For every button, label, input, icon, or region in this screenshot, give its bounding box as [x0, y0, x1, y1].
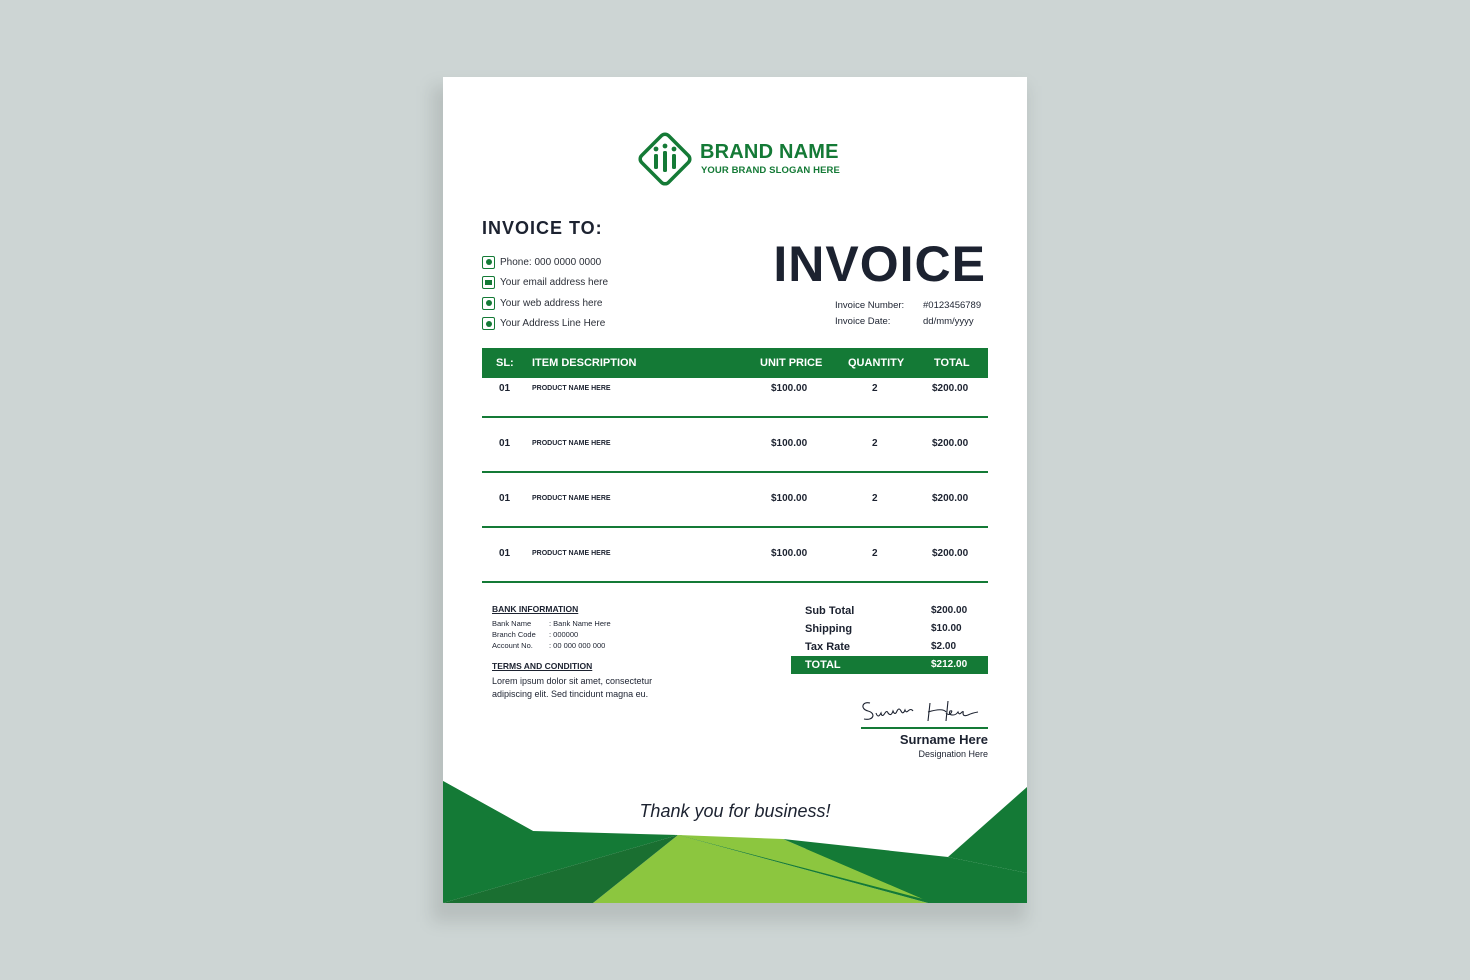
- header-quantity: QUANTITY: [848, 357, 905, 369]
- contact-web-text: Your web address here: [500, 297, 603, 309]
- row-description: PRODUCT NAME HERE: [532, 385, 611, 392]
- tax-value: $2.00: [931, 641, 957, 652]
- table-row: [482, 418, 988, 473]
- contact-address: [482, 314, 608, 335]
- table-row: [482, 528, 988, 583]
- signature-line: [861, 727, 988, 729]
- invoice-number-value: #0123456789: [923, 299, 982, 311]
- header-total: TOTAL: [934, 357, 970, 369]
- shipping-label: Shipping: [805, 623, 853, 635]
- invoice-title: INVOICE: [773, 236, 986, 292]
- table-row: [482, 363, 988, 418]
- invoice-date-value: dd/mm/yyyy: [923, 315, 974, 327]
- invoice-page: [443, 77, 1027, 903]
- row-description: PRODUCT NAME HERE: [532, 495, 611, 502]
- signature-name: Surname Here: [899, 732, 988, 747]
- account-no-value: : 00 000 000 000: [549, 641, 606, 650]
- row-unit-price: $100.00: [771, 383, 808, 394]
- phone-icon: [482, 256, 495, 269]
- subtotal-value: $200.00: [931, 605, 968, 616]
- invoice-meta: [835, 297, 981, 329]
- row-total: $200.00: [932, 438, 969, 449]
- header-description: ITEM DESCRIPTION: [532, 357, 637, 369]
- terms-title: TERMS AND CONDITION: [492, 661, 593, 671]
- terms-text: Lorem ipsum dolor sit amet, consectetur adipiscing elit. Sed tincidunt magna eu.: [492, 676, 653, 699]
- row-unit-price: $100.00: [771, 548, 808, 559]
- header-unit-price: UNIT PRICE: [760, 357, 823, 369]
- table-row: [482, 473, 988, 528]
- total-label: TOTAL: [805, 659, 841, 671]
- signature-handwriting: [858, 695, 988, 727]
- brand-slogan: YOUR BRAND SLOGAN HERE: [701, 165, 840, 176]
- row-quantity: 2: [872, 548, 878, 559]
- row-description: PRODUCT NAME HERE: [532, 550, 611, 557]
- row-quantity: 2: [872, 383, 878, 394]
- signature-designation: Designation Here: [918, 749, 988, 759]
- totals-block: [791, 602, 988, 674]
- header-sl: SL:: [496, 357, 514, 369]
- branch-code-label: Branch Code: [492, 630, 536, 639]
- row-sl: 01: [499, 493, 511, 504]
- row-total: $200.00: [932, 548, 969, 559]
- contact-email: [482, 273, 608, 294]
- invoice-number-label: Invoice Number:: [835, 299, 905, 311]
- contact-list: [482, 252, 608, 334]
- tax-label: Tax Rate: [805, 641, 851, 653]
- shipping-value: $10.00: [931, 623, 962, 634]
- grand-total-row: [791, 656, 988, 674]
- row-total: $200.00: [932, 383, 969, 394]
- email-icon: [482, 276, 495, 289]
- location-icon: [482, 317, 495, 330]
- bank-name-label: Bank Name: [492, 619, 532, 628]
- bank-name-value: : Bank Name Here: [549, 619, 611, 628]
- brand-name: BRAND NAME: [700, 141, 839, 163]
- thank-you-message: Thank you for business!: [639, 801, 831, 821]
- row-description: PRODUCT NAME HERE: [532, 440, 611, 447]
- row-sl: 01: [499, 438, 511, 449]
- row-quantity: 2: [872, 493, 878, 504]
- total-value: $212.00: [931, 659, 968, 670]
- web-icon: [482, 297, 495, 310]
- row-quantity: 2: [872, 438, 878, 449]
- contact-phone-text: Phone: 000 0000 0000: [500, 256, 602, 268]
- row-unit-price: $100.00: [771, 493, 808, 504]
- row-sl: 01: [499, 548, 511, 559]
- row-unit-price: $100.00: [771, 438, 808, 449]
- contact-address-text: Your Address Line Here: [500, 318, 606, 330]
- invoice-to-heading: INVOICE TO:: [482, 218, 603, 238]
- footer-decoration: [443, 777, 1027, 903]
- account-no-label: Account No.: [492, 641, 533, 650]
- branch-code-value: : 000000: [549, 630, 579, 639]
- contact-phone: [482, 252, 608, 273]
- contact-web: [482, 293, 608, 314]
- row-sl: 01: [499, 383, 511, 394]
- contact-email-text: Your email address here: [500, 277, 609, 289]
- invoice-date-label: Invoice Date:: [835, 315, 891, 327]
- brand-logo-icon: [635, 129, 695, 189]
- bank-title: BANK INFORMATION: [492, 604, 579, 614]
- row-total: $200.00: [932, 493, 969, 504]
- bank-information: [492, 604, 611, 651]
- terms-section: [492, 661, 672, 701]
- subtotal-label: Sub Total: [805, 605, 855, 617]
